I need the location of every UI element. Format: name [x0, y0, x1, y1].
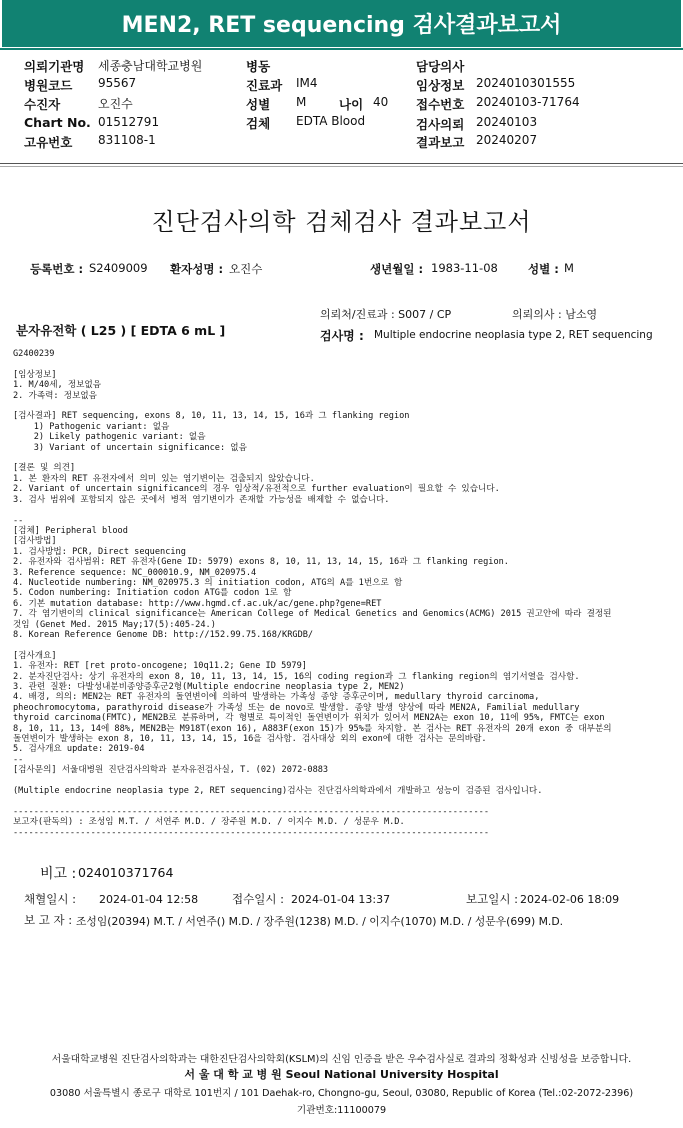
body-line: 2. Variant of uncertain significance의 경우 임상적/유전적으로 further evaluation이 필요할 수 있습니다. — [13, 484, 500, 495]
body-line — [13, 359, 612, 369]
footer-hospital: 서 울 대 학 교 병 원 Seoul National University Hospital — [184, 1068, 499, 1081]
chart-no-label: Chart No. — [24, 115, 91, 130]
body-line: 1) Pathogenic variant: 없음 — [13, 421, 170, 432]
reg-no-value: S2409009 — [89, 261, 148, 275]
dob-value: 1983-11-08 — [431, 261, 498, 275]
body-line: [결론 및 의견] — [13, 463, 76, 474]
body-line: 1. M/40세, 정보없음 — [13, 380, 102, 391]
receipt-no-value: 20240103-71764 — [476, 95, 580, 109]
body-line: 1. 본 환자의 RET 유전자에서 의미 있는 염기변이는 검출되지 않았습니다. — [13, 473, 315, 484]
body-line: [검사결과] RET sequencing, exons 8, 10, 11, 13, 14, 15, 16과 그 flanking region — [13, 411, 410, 422]
body-line: pheochromocytoma, parathyroid disease가 가족성 또는 de novo로 발생함. 종양 발생 양상에 따라 MEN2A, Familial medullary — [13, 702, 580, 713]
hospital-value: 세종충남대학교병원 — [98, 59, 203, 73]
body-line: [검사개요] — [13, 650, 57, 661]
department-value: IM4 — [296, 76, 318, 90]
body-line: 1. 검사방법: PCR, Direct sequencing — [13, 546, 186, 557]
dob-label: 생년월일 : — [370, 262, 424, 276]
hospital-code-value: 95567 — [98, 76, 137, 90]
report-title-bar: MEN2, RET sequencing 검사결과보고서 — [2, 0, 681, 47]
body-line: 3. 검사 범위에 포함되지 않은 곳에서 병적 염기변이가 존재할 가능성을 배제할 수 없습니다. — [13, 494, 390, 505]
report-time-label: 보고일시 : — [466, 892, 518, 906]
body-line: 8. Korean Reference Genome DB: http://152.99.75.168/KRGDB/ — [13, 629, 314, 640]
header-divider — [0, 48, 683, 50]
body-line: 5. Codon numbering: Initiation codon ATG를 codon 1로 함 — [13, 588, 292, 599]
body-line — [13, 401, 612, 411]
institution-number: 기관번호:11100079 — [296, 1105, 387, 1116]
header-bottom-rule-2 — [0, 166, 683, 167]
header-bottom-rule — [0, 163, 683, 164]
clinical-info-value: 2024010301555 — [476, 76, 576, 90]
body-line: -- — [13, 754, 24, 765]
collection-label: 채혈일시 : — [24, 892, 76, 906]
body-line: 2) Likely pathogenic variant: 없음 — [13, 432, 206, 443]
test-name-value: Multiple endocrine neoplasia type 2, RET sequencing — [374, 329, 653, 341]
body-line: -- — [13, 515, 24, 526]
age-value: 40 — [373, 95, 389, 109]
body-line: G2400239 — [13, 349, 55, 359]
department-info: 의뢰처/진료과 : S007 / CP — [320, 308, 452, 321]
patient-name-label: 환자성명 : — [170, 262, 224, 276]
reg-no-label: 등록번호 : — [30, 262, 84, 276]
sex-label: 성별 — [246, 97, 271, 112]
body-line: [임상정보] — [13, 369, 57, 380]
request-date-value: 20240103 — [476, 115, 538, 129]
body-line — [13, 505, 612, 515]
document-title: 진단검사의학 검체검사 결과보고서 — [151, 208, 532, 236]
specimen-value: EDTA Blood — [296, 114, 366, 128]
note-label: 비고 : — [40, 866, 77, 882]
sex-label-2: 성별 : — [528, 262, 559, 276]
section-title: 분자유전학 ( L25 ) [ EDTA 6 mL ] — [16, 323, 226, 338]
body-line: [검사문의] 서울대병원 진단검사의학과 분자유전검사실, T. (02) 2072-0883 — [13, 765, 329, 776]
patient-name-value: 오진수 — [229, 262, 263, 276]
body-line: 4. 배경, 의의: MEN2는 RET 유전자의 돌연변이에 의하여 발생하는 가족성 종양 증후군이며, medullary thyroid carcinoma, — [13, 692, 540, 703]
body-line: [검사방법] — [13, 536, 57, 547]
body-line: 것임 (Genet Med. 2015 May;17(5):405-24.) — [13, 619, 216, 630]
body-line: 4. Nucleotide numbering: NM_020975.3 의 initiation codon, ATG의 A를 1번으로 함 — [13, 577, 403, 588]
receipt-no-label: 접수번호 — [416, 97, 465, 112]
body-line: -------------------------------------------------------------------------------------------- — [13, 827, 489, 838]
body-line: 보고자(판독의) : 조성임 M.T. / 서연주 M.D. / 장주원 M.D. / 이지수 M.D. / 성문우 M.D. — [13, 817, 405, 828]
note-value: 024010371764 — [78, 865, 174, 880]
body-line — [13, 453, 612, 463]
body-line: 2. 가족력: 정보없음 — [13, 390, 97, 401]
body-line: [검체] Peripheral blood — [13, 525, 128, 536]
reporter-value: 조성임(20394) M.T. / 서연주() M.D. / 장주원(1238) M.D. / 이지수(1070) M.D. / 성문우(699) M.D. — [76, 915, 564, 928]
collection-value: 2024-01-04 12:58 — [99, 893, 199, 906]
hospital-label: 의뢰기관명 — [24, 59, 85, 74]
body-line: 돌연변이가 발생하는 exon 8, 10, 11, 13, 14, 15, 16을 검사함. 검사대상 외의 exon에 대한 검사는 문의바람. — [13, 734, 487, 745]
patient-label: 수진자 — [24, 97, 61, 112]
body-line: 3. Reference sequence: NC_000010.9, NM_020975.4 — [13, 567, 257, 578]
body-line: 8, 10, 11, 13, 14에 88%, MEN2B는 M918T(exon 16), A883F(exon 15)가 95%를 차지함. 본 검사는 RET 유전자의 20개 exon 중 대부분의 — [13, 723, 612, 734]
body-line — [13, 796, 612, 806]
unique-no-label: 고유번호 — [24, 135, 73, 150]
age-label: 나이 — [339, 97, 364, 112]
body-line: 2. 유전자와 검사범위: RET 유전자(Gene ID: 5979) exons 8, 10, 11, 13, 14, 15, 16과 그 flanking region. — [13, 557, 509, 568]
reporter-label: 보 고 자 : — [24, 913, 73, 927]
body-line: 5. 검사개요 update: 2019-04 — [13, 744, 145, 755]
referring-doctor: 의뢰의사 : 남소영 — [512, 308, 598, 321]
unique-no-value: 831108-1 — [98, 133, 156, 147]
hospital-code-label: 병원코드 — [24, 78, 73, 93]
ward-label: 병동 — [246, 59, 271, 74]
body-line: -------------------------------------------------------------------------------------------- — [13, 806, 489, 817]
chart-no-value: 01512791 — [98, 115, 160, 129]
body-line — [13, 776, 612, 786]
body-line: 3. 관련 질환: 다발성내분비종양증후군2형(Multiple endocrine neoplasia type 2, MEN2) — [13, 682, 405, 692]
specimen-label: 검체 — [246, 116, 271, 131]
certification-note: 서울대학교병원 진단검사의학과는 대한진단검사의학회(KSLM)의 신임 인증을 받은 우수검사실로 결과의 정확성과 신빙성을 보증합니다. — [51, 1054, 632, 1065]
body-line: thyroid carcinoma(FMTC), MEN2B로 분류하며, 각 형별로 특이적인 돌연변이가 위치가 있어서 MEN2A는 exon 10, 11에 95%, FMTC는 exon — [13, 713, 605, 724]
body-line: 7. 각 염기변이의 clinical significance는 American College of Medical Genetics and Genomics(ACMG) 2015 권고안에 따라 결정된 — [13, 609, 612, 620]
report-time-value: 2024-02-06 18:09 — [520, 893, 620, 906]
doctor-label: 담당의사 — [416, 59, 465, 74]
body-line: (Multiple endocrine neoplasia type 2, RET sequencing)검사는 진단검사의학과에서 개발하고 성능이 검증된 검사입니다. — [13, 786, 543, 797]
report-date-label: 결과보고 — [416, 135, 465, 150]
sex-value: M — [296, 95, 307, 109]
receive-label: 접수일시 : — [232, 892, 284, 906]
department-label: 진료과 — [246, 78, 283, 93]
body-line — [13, 640, 612, 650]
body-line: 6. 기본 mutation database: http://www.hgmd.cf.ac.uk/ac/gene.php?gene=RET — [13, 598, 382, 609]
report-date-value: 20240207 — [476, 133, 538, 147]
request-date-label: 검사의뢰 — [416, 117, 465, 132]
body-line: 1. 유전자: RET [ret proto-oncogene; 10q11.2; Gene ID 5979] — [13, 661, 307, 672]
body-line: 2. 분자진단검사: 상기 유전자의 exon 8, 10, 11, 13, 14, 15, 16의 coding region과 그 flanking region의 염기서열을 검사함. — [13, 671, 580, 682]
report-body — [13, 349, 612, 838]
clinical-info-label: 임상정보 — [416, 78, 465, 93]
sex-value-2: M — [564, 261, 574, 275]
body-line: 3) Variant of uncertain significance: 없음 — [13, 442, 247, 453]
patient-value: 오진수 — [98, 97, 133, 111]
receive-value: 2024-01-04 13:37 — [291, 893, 391, 906]
footer-address: 03080 서울특별시 종로구 대학로 101번지 / 101 Daehak-ro, Chongno-gu, Seoul, 03080, Republic of Korea (Tel.:02-2072-2396) — [49, 1088, 634, 1099]
test-name-label: 검사명 : — [320, 329, 364, 343]
